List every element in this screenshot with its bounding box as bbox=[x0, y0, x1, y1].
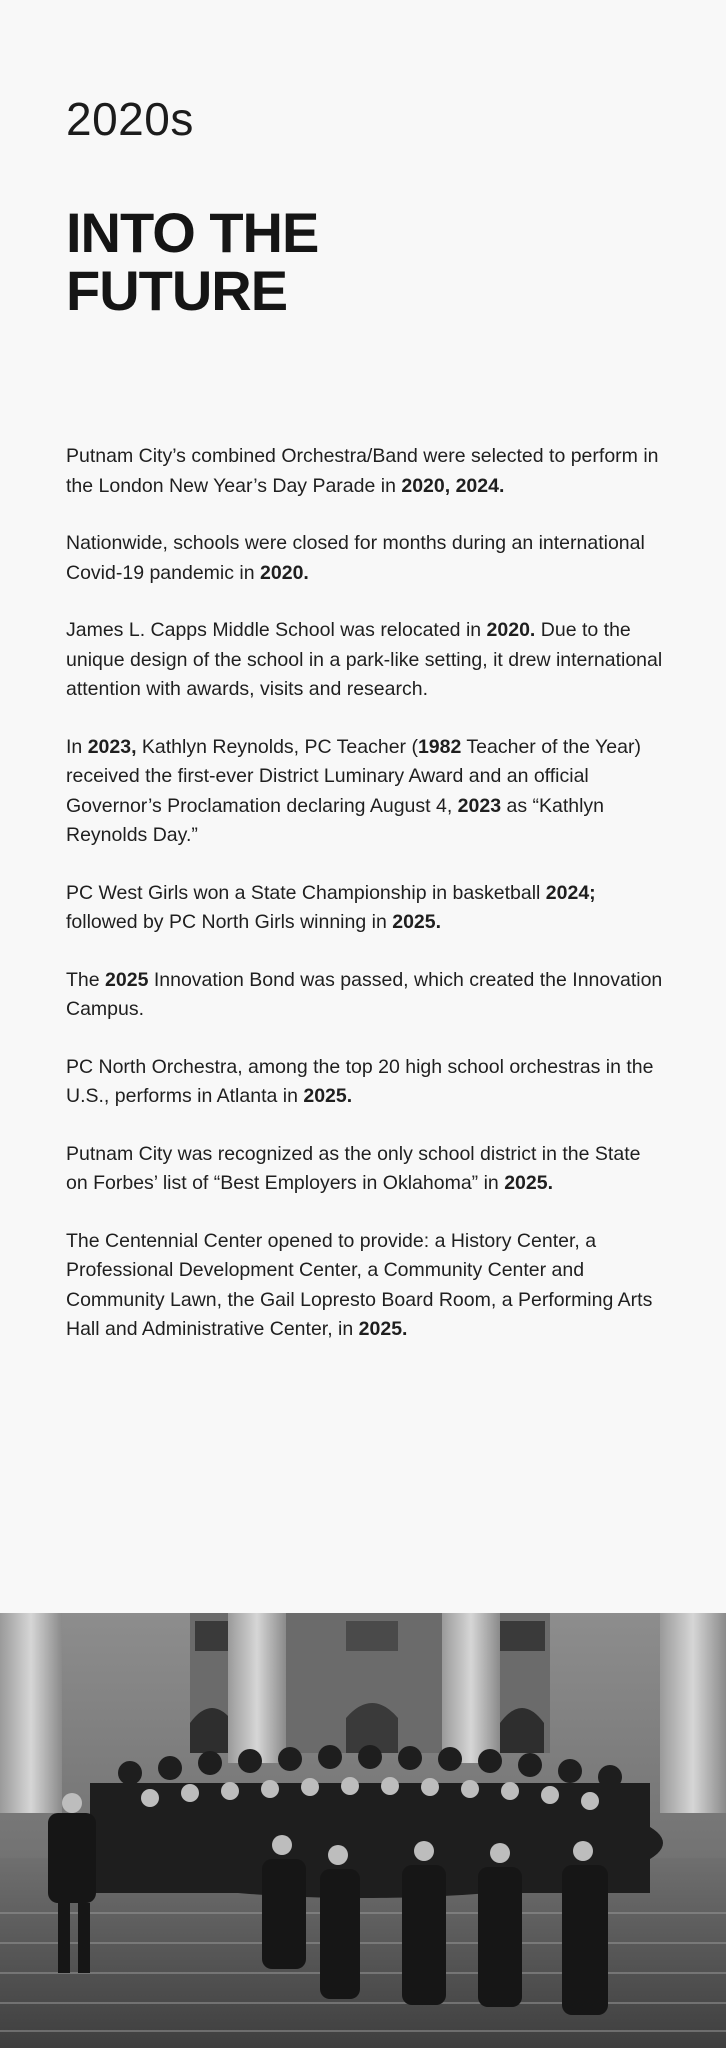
entry-year: 2025. bbox=[358, 1318, 408, 1340]
entry-year: 2020. bbox=[260, 561, 309, 584]
entry-text: In bbox=[66, 735, 88, 758]
timeline-entry bbox=[66, 1053, 666, 1112]
window bbox=[346, 1621, 398, 1651]
entry-year: 2024; bbox=[545, 881, 596, 904]
entry-text: Teacher of the Year) received the first-ever District Luminary Award and an official Governor’s Proclamation declaring August 4, bbox=[66, 735, 641, 817]
timeline-entry bbox=[66, 529, 666, 588]
timeline-entry bbox=[66, 1140, 666, 1199]
column bbox=[0, 1613, 62, 1813]
timeline-entry bbox=[66, 616, 666, 705]
timeline-entry bbox=[66, 1227, 666, 1345]
timeline-entry bbox=[66, 879, 666, 938]
title-line-2: FUTURE bbox=[66, 259, 288, 322]
entry-text: PC West Girls won a State Championship in basketball bbox=[66, 881, 546, 904]
entry-text: Putnam City was recognized as the only school district in the State on Forbes’ list of “Best Employers in Oklahoma” in bbox=[66, 1142, 641, 1194]
entry-text: followed by PC North Girls winning in bbox=[66, 911, 393, 933]
entry-text: as “Kathlyn Reynolds Day.” bbox=[66, 794, 605, 846]
entry-text: Due to the unique design of the school in a park-like setting, it drew international attention with awards, visits and research. bbox=[66, 619, 663, 700]
page-title bbox=[66, 201, 319, 322]
entry-text: PC North Orchestra, among the top 20 high school orchestras in the U.S., performs in Atlanta in bbox=[66, 1055, 654, 1107]
entry-year: 2023, bbox=[87, 735, 137, 758]
timeline-entries bbox=[66, 442, 666, 1373]
window bbox=[500, 1621, 545, 1651]
column bbox=[660, 1613, 726, 1813]
group-photo bbox=[0, 1613, 726, 2048]
title-line-1: INTO THE bbox=[66, 201, 319, 264]
entry-year: 2025. bbox=[303, 1085, 353, 1107]
entry-year: 1982 bbox=[417, 735, 462, 758]
column bbox=[442, 1613, 500, 1763]
entry-text: James L. Capps Middle School was relocated in bbox=[66, 619, 487, 641]
timeline-entry bbox=[66, 966, 666, 1025]
entry-text: The Centennial Center opened to provide: a History Center, a Professional Development Center, a Community Center and Community Lawn, the Gail Lopresto Board Room, a Performing Arts Hall and Administrative Center, in bbox=[66, 1229, 653, 1340]
entry-year: 2023 bbox=[457, 794, 502, 817]
entry-year: 2025. bbox=[392, 911, 442, 933]
entry-year: 2025 bbox=[105, 968, 149, 991]
timeline-entry bbox=[66, 442, 666, 501]
column bbox=[228, 1613, 286, 1763]
entry-year: 2020, 2024. bbox=[401, 474, 505, 497]
entry-year: 2025. bbox=[504, 1172, 554, 1194]
decade-heading: 2020s bbox=[66, 93, 194, 145]
entry-text: The bbox=[66, 968, 106, 991]
entry-text: Putnam City’s combined Orchestra/Band were selected to perform in the London New Year’s Day Parade in bbox=[66, 445, 659, 497]
entry-year: 2020. bbox=[486, 619, 536, 641]
entry-text: Kathlyn Reynolds, PC Teacher ( bbox=[136, 735, 418, 758]
timeline-entry bbox=[66, 733, 666, 851]
entry-text: Nationwide, schools were closed for months during an international Covid-19 pandemic in bbox=[66, 532, 645, 584]
entry-text: Innovation Bond was passed, which created the Innovation Campus. bbox=[66, 968, 663, 1020]
